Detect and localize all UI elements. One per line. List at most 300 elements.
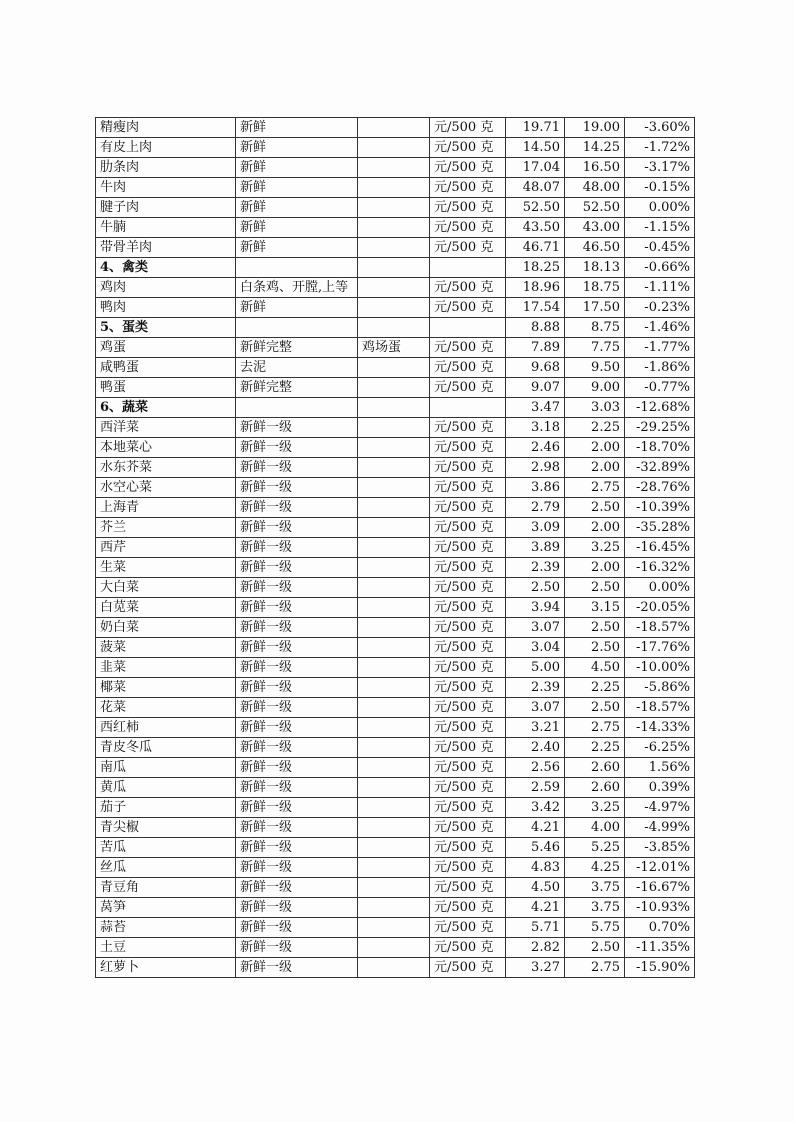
spec-cell: 新鲜一级 bbox=[236, 518, 358, 538]
previous-price-cell: 7.89 bbox=[506, 338, 565, 358]
change-percent-cell: -4.99% bbox=[625, 818, 695, 838]
change-percent-cell: -4.97% bbox=[625, 798, 695, 818]
table-row bbox=[96, 418, 695, 438]
current-price-cell: 2.50 bbox=[565, 938, 625, 958]
change-percent-cell: -16.67% bbox=[625, 878, 695, 898]
table-row bbox=[96, 638, 695, 658]
change-percent-cell: -18.57% bbox=[625, 698, 695, 718]
current-price-cell: 2.50 bbox=[565, 578, 625, 598]
previous-price-cell: 19.71 bbox=[506, 118, 565, 138]
note-cell bbox=[358, 598, 430, 618]
note-cell bbox=[358, 238, 430, 258]
table-row bbox=[96, 498, 695, 518]
category-name-cell: 5、蛋类 bbox=[96, 318, 236, 338]
note-cell bbox=[358, 638, 430, 658]
spec-cell: 新鲜一级 bbox=[236, 418, 358, 438]
change-percent-cell: -0.23% bbox=[625, 298, 695, 318]
note-cell bbox=[358, 158, 430, 178]
table-row bbox=[96, 918, 695, 938]
change-percent-cell: -1.86% bbox=[625, 358, 695, 378]
unit-cell: 元/500 克 bbox=[430, 578, 506, 598]
current-price-cell: 2.50 bbox=[565, 498, 625, 518]
category-name-cell: 6、蔬菜 bbox=[96, 398, 236, 418]
note-cell bbox=[358, 378, 430, 398]
item-name-cell: 莴笋 bbox=[96, 898, 236, 918]
table-row bbox=[96, 858, 695, 878]
note-cell bbox=[358, 698, 430, 718]
unit-cell bbox=[430, 318, 506, 338]
note-cell bbox=[358, 538, 430, 558]
change-percent-cell: -16.32% bbox=[625, 558, 695, 578]
item-name-cell: 茄子 bbox=[96, 798, 236, 818]
current-price-cell: 52.50 bbox=[565, 198, 625, 218]
spec-cell bbox=[236, 398, 358, 418]
unit-cell: 元/500 克 bbox=[430, 158, 506, 178]
item-name-cell: 黄瓜 bbox=[96, 778, 236, 798]
note-cell bbox=[358, 658, 430, 678]
note-cell bbox=[358, 418, 430, 438]
item-name-cell: 菠菜 bbox=[96, 638, 236, 658]
unit-cell: 元/500 克 bbox=[430, 638, 506, 658]
note-cell bbox=[358, 738, 430, 758]
change-percent-cell: -1.11% bbox=[625, 278, 695, 298]
spec-cell: 新鲜 bbox=[236, 158, 358, 178]
table-row bbox=[96, 958, 695, 978]
category-row bbox=[96, 318, 695, 338]
change-percent-cell: -3.17% bbox=[625, 158, 695, 178]
item-name-cell: 腱子肉 bbox=[96, 198, 236, 218]
table-row bbox=[96, 218, 695, 238]
table-row bbox=[96, 698, 695, 718]
previous-price-cell: 2.79 bbox=[506, 498, 565, 518]
current-price-cell: 3.25 bbox=[565, 798, 625, 818]
previous-price-cell: 3.47 bbox=[506, 398, 565, 418]
item-name-cell: 白苋菜 bbox=[96, 598, 236, 618]
table-row bbox=[96, 718, 695, 738]
unit-cell: 元/500 克 bbox=[430, 918, 506, 938]
table-row bbox=[96, 778, 695, 798]
unit-cell: 元/500 克 bbox=[430, 658, 506, 678]
change-percent-cell: -1.15% bbox=[625, 218, 695, 238]
note-cell bbox=[358, 318, 430, 338]
spec-cell bbox=[236, 258, 358, 278]
previous-price-cell: 3.04 bbox=[506, 638, 565, 658]
change-percent-cell: -18.70% bbox=[625, 438, 695, 458]
spec-cell: 新鲜一级 bbox=[236, 638, 358, 658]
spec-cell: 新鲜一级 bbox=[236, 838, 358, 858]
change-percent-cell: 0.70% bbox=[625, 918, 695, 938]
current-price-cell: 2.50 bbox=[565, 638, 625, 658]
note-cell bbox=[358, 458, 430, 478]
table-row bbox=[96, 558, 695, 578]
change-percent-cell: -6.25% bbox=[625, 738, 695, 758]
current-price-cell: 2.00 bbox=[565, 518, 625, 538]
previous-price-cell: 2.56 bbox=[506, 758, 565, 778]
unit-cell: 元/500 克 bbox=[430, 278, 506, 298]
unit-cell bbox=[430, 258, 506, 278]
current-price-cell: 2.60 bbox=[565, 758, 625, 778]
item-name-cell: 有皮上肉 bbox=[96, 138, 236, 158]
change-percent-cell: -10.00% bbox=[625, 658, 695, 678]
spec-cell: 新鲜 bbox=[236, 138, 358, 158]
table-row bbox=[96, 678, 695, 698]
current-price-cell: 2.75 bbox=[565, 478, 625, 498]
unit-cell: 元/500 克 bbox=[430, 898, 506, 918]
item-name-cell: 水东芥菜 bbox=[96, 458, 236, 478]
unit-cell: 元/500 克 bbox=[430, 618, 506, 638]
price-table bbox=[95, 117, 695, 978]
note-cell bbox=[358, 578, 430, 598]
item-name-cell: 咸鸭蛋 bbox=[96, 358, 236, 378]
spec-cell: 新鲜一级 bbox=[236, 738, 358, 758]
spec-cell: 新鲜一级 bbox=[236, 878, 358, 898]
change-percent-cell: 0.39% bbox=[625, 778, 695, 798]
item-name-cell: 西芹 bbox=[96, 538, 236, 558]
current-price-cell: 19.00 bbox=[565, 118, 625, 138]
change-percent-cell: -11.35% bbox=[625, 938, 695, 958]
change-percent-cell: -1.77% bbox=[625, 338, 695, 358]
previous-price-cell: 2.39 bbox=[506, 678, 565, 698]
note-cell bbox=[358, 618, 430, 638]
spec-cell: 新鲜一级 bbox=[236, 698, 358, 718]
table-row bbox=[96, 298, 695, 318]
previous-price-cell: 3.09 bbox=[506, 518, 565, 538]
table-row bbox=[96, 758, 695, 778]
previous-price-cell: 46.71 bbox=[506, 238, 565, 258]
unit-cell: 元/500 克 bbox=[430, 558, 506, 578]
current-price-cell: 46.50 bbox=[565, 238, 625, 258]
item-name-cell: 土豆 bbox=[96, 938, 236, 958]
previous-price-cell: 3.94 bbox=[506, 598, 565, 618]
unit-cell: 元/500 克 bbox=[430, 358, 506, 378]
table-row bbox=[96, 898, 695, 918]
change-percent-cell: -0.15% bbox=[625, 178, 695, 198]
previous-price-cell: 2.50 bbox=[506, 578, 565, 598]
item-name-cell: 花菜 bbox=[96, 698, 236, 718]
current-price-cell: 5.25 bbox=[565, 838, 625, 858]
table-row bbox=[96, 378, 695, 398]
current-price-cell: 9.50 bbox=[565, 358, 625, 378]
unit-cell: 元/500 克 bbox=[430, 858, 506, 878]
unit-cell: 元/500 克 bbox=[430, 958, 506, 978]
table-row bbox=[96, 338, 695, 358]
table-row bbox=[96, 478, 695, 498]
previous-price-cell: 17.04 bbox=[506, 158, 565, 178]
previous-price-cell: 14.50 bbox=[506, 138, 565, 158]
previous-price-cell: 9.68 bbox=[506, 358, 565, 378]
current-price-cell: 4.50 bbox=[565, 658, 625, 678]
previous-price-cell: 43.50 bbox=[506, 218, 565, 238]
previous-price-cell: 52.50 bbox=[506, 198, 565, 218]
note-cell bbox=[358, 718, 430, 738]
spec-cell: 新鲜 bbox=[236, 218, 358, 238]
previous-price-cell: 3.07 bbox=[506, 618, 565, 638]
item-name-cell: 上海青 bbox=[96, 498, 236, 518]
spec-cell: 去泥 bbox=[236, 358, 358, 378]
unit-cell: 元/500 克 bbox=[430, 738, 506, 758]
spec-cell: 新鲜一级 bbox=[236, 578, 358, 598]
table-row bbox=[96, 598, 695, 618]
item-name-cell: 大白菜 bbox=[96, 578, 236, 598]
note-cell bbox=[358, 358, 430, 378]
spec-cell: 白条鸡、开膛,上等 bbox=[236, 278, 358, 298]
current-price-cell: 18.13 bbox=[565, 258, 625, 278]
item-name-cell: 牛肉 bbox=[96, 178, 236, 198]
table-row bbox=[96, 538, 695, 558]
unit-cell: 元/500 克 bbox=[430, 478, 506, 498]
unit-cell: 元/500 克 bbox=[430, 178, 506, 198]
note-cell bbox=[358, 498, 430, 518]
previous-price-cell: 3.86 bbox=[506, 478, 565, 498]
previous-price-cell: 4.83 bbox=[506, 858, 565, 878]
change-percent-cell: -1.72% bbox=[625, 138, 695, 158]
change-percent-cell: -32.89% bbox=[625, 458, 695, 478]
current-price-cell: 2.75 bbox=[565, 718, 625, 738]
note-cell bbox=[358, 758, 430, 778]
change-percent-cell: -14.33% bbox=[625, 718, 695, 738]
current-price-cell: 3.03 bbox=[565, 398, 625, 418]
unit-cell: 元/500 克 bbox=[430, 538, 506, 558]
table-row bbox=[96, 198, 695, 218]
note-cell bbox=[358, 678, 430, 698]
unit-cell: 元/500 克 bbox=[430, 718, 506, 738]
table-row bbox=[96, 738, 695, 758]
spec-cell: 新鲜完整 bbox=[236, 338, 358, 358]
previous-price-cell: 2.40 bbox=[506, 738, 565, 758]
previous-price-cell: 5.00 bbox=[506, 658, 565, 678]
unit-cell: 元/500 克 bbox=[430, 758, 506, 778]
current-price-cell: 43.00 bbox=[565, 218, 625, 238]
note-cell bbox=[358, 178, 430, 198]
current-price-cell: 2.25 bbox=[565, 678, 625, 698]
item-name-cell: 鸭肉 bbox=[96, 298, 236, 318]
item-name-cell: 芥兰 bbox=[96, 518, 236, 538]
spec-cell: 新鲜一级 bbox=[236, 918, 358, 938]
spec-cell: 新鲜一级 bbox=[236, 678, 358, 698]
previous-price-cell: 2.98 bbox=[506, 458, 565, 478]
category-row bbox=[96, 398, 695, 418]
table-row bbox=[96, 618, 695, 638]
spec-cell: 新鲜一级 bbox=[236, 618, 358, 638]
unit-cell: 元/500 克 bbox=[430, 598, 506, 618]
item-name-cell: 蒜苔 bbox=[96, 918, 236, 938]
current-price-cell: 2.00 bbox=[565, 558, 625, 578]
spec-cell: 新鲜一级 bbox=[236, 558, 358, 578]
change-percent-cell: 1.56% bbox=[625, 758, 695, 778]
current-price-cell: 4.25 bbox=[565, 858, 625, 878]
item-name-cell: 精瘦肉 bbox=[96, 118, 236, 138]
note-cell bbox=[358, 518, 430, 538]
previous-price-cell: 18.96 bbox=[506, 278, 565, 298]
note-cell bbox=[358, 778, 430, 798]
previous-price-cell: 2.82 bbox=[506, 938, 565, 958]
unit-cell: 元/500 克 bbox=[430, 138, 506, 158]
item-name-cell: 西洋菜 bbox=[96, 418, 236, 438]
unit-cell: 元/500 克 bbox=[430, 798, 506, 818]
current-price-cell: 3.75 bbox=[565, 898, 625, 918]
note-cell bbox=[358, 818, 430, 838]
item-name-cell: 青尖椒 bbox=[96, 818, 236, 838]
current-price-cell: 2.50 bbox=[565, 618, 625, 638]
previous-price-cell: 9.07 bbox=[506, 378, 565, 398]
note-cell bbox=[358, 218, 430, 238]
change-percent-cell: -1.46% bbox=[625, 318, 695, 338]
item-name-cell: 肋条肉 bbox=[96, 158, 236, 178]
table-row bbox=[96, 118, 695, 138]
change-percent-cell: -18.57% bbox=[625, 618, 695, 638]
table-row bbox=[96, 358, 695, 378]
change-percent-cell: 0.00% bbox=[625, 578, 695, 598]
category-row bbox=[96, 258, 695, 278]
unit-cell: 元/500 克 bbox=[430, 298, 506, 318]
spec-cell: 新鲜完整 bbox=[236, 378, 358, 398]
unit-cell: 元/500 克 bbox=[430, 458, 506, 478]
note-cell bbox=[358, 858, 430, 878]
spec-cell: 新鲜一级 bbox=[236, 758, 358, 778]
note-cell bbox=[358, 878, 430, 898]
spec-cell bbox=[236, 318, 358, 338]
previous-price-cell: 4.21 bbox=[506, 898, 565, 918]
unit-cell: 元/500 克 bbox=[430, 938, 506, 958]
spec-cell: 新鲜 bbox=[236, 198, 358, 218]
current-price-cell: 4.00 bbox=[565, 818, 625, 838]
current-price-cell: 2.00 bbox=[565, 458, 625, 478]
unit-cell: 元/500 克 bbox=[430, 678, 506, 698]
spec-cell: 新鲜一级 bbox=[236, 438, 358, 458]
current-price-cell: 2.25 bbox=[565, 738, 625, 758]
table-row bbox=[96, 458, 695, 478]
note-cell bbox=[358, 798, 430, 818]
change-percent-cell: -0.66% bbox=[625, 258, 695, 278]
previous-price-cell: 2.59 bbox=[506, 778, 565, 798]
table-row bbox=[96, 438, 695, 458]
previous-price-cell: 5.71 bbox=[506, 918, 565, 938]
change-percent-cell: -0.45% bbox=[625, 238, 695, 258]
change-percent-cell: -29.25% bbox=[625, 418, 695, 438]
current-price-cell: 2.25 bbox=[565, 418, 625, 438]
previous-price-cell: 3.18 bbox=[506, 418, 565, 438]
unit-cell: 元/500 克 bbox=[430, 438, 506, 458]
unit-cell: 元/500 克 bbox=[430, 778, 506, 798]
current-price-cell: 48.00 bbox=[565, 178, 625, 198]
note-cell bbox=[358, 938, 430, 958]
change-percent-cell: -20.05% bbox=[625, 598, 695, 618]
current-price-cell: 5.75 bbox=[565, 918, 625, 938]
item-name-cell: 南瓜 bbox=[96, 758, 236, 778]
note-cell bbox=[358, 118, 430, 138]
unit-cell: 元/500 克 bbox=[430, 238, 506, 258]
spec-cell: 新鲜一级 bbox=[236, 898, 358, 918]
change-percent-cell: -16.45% bbox=[625, 538, 695, 558]
current-price-cell: 7.75 bbox=[565, 338, 625, 358]
spec-cell: 新鲜一级 bbox=[236, 958, 358, 978]
current-price-cell: 2.00 bbox=[565, 438, 625, 458]
item-name-cell: 红萝卜 bbox=[96, 958, 236, 978]
note-cell bbox=[358, 898, 430, 918]
current-price-cell: 3.15 bbox=[565, 598, 625, 618]
previous-price-cell: 3.42 bbox=[506, 798, 565, 818]
current-price-cell: 2.50 bbox=[565, 698, 625, 718]
table-row bbox=[96, 798, 695, 818]
table-row bbox=[96, 178, 695, 198]
spec-cell: 新鲜一级 bbox=[236, 938, 358, 958]
note-cell bbox=[358, 198, 430, 218]
current-price-cell: 16.50 bbox=[565, 158, 625, 178]
spec-cell: 新鲜一级 bbox=[236, 818, 358, 838]
previous-price-cell: 8.88 bbox=[506, 318, 565, 338]
note-cell bbox=[358, 838, 430, 858]
previous-price-cell: 17.54 bbox=[506, 298, 565, 318]
note-cell bbox=[358, 138, 430, 158]
table-row bbox=[96, 938, 695, 958]
spec-cell: 新鲜一级 bbox=[236, 498, 358, 518]
table-row bbox=[96, 658, 695, 678]
item-name-cell: 鸭蛋 bbox=[96, 378, 236, 398]
category-name-cell: 4、禽类 bbox=[96, 258, 236, 278]
note-cell bbox=[358, 438, 430, 458]
previous-price-cell: 2.39 bbox=[506, 558, 565, 578]
note-cell bbox=[358, 258, 430, 278]
current-price-cell: 18.75 bbox=[565, 278, 625, 298]
spec-cell: 新鲜一级 bbox=[236, 798, 358, 818]
unit-cell: 元/500 克 bbox=[430, 838, 506, 858]
item-name-cell: 生菜 bbox=[96, 558, 236, 578]
spec-cell: 新鲜一级 bbox=[236, 478, 358, 498]
change-percent-cell: -17.76% bbox=[625, 638, 695, 658]
unit-cell: 元/500 克 bbox=[430, 698, 506, 718]
note-cell bbox=[358, 558, 430, 578]
item-name-cell: 苦瓜 bbox=[96, 838, 236, 858]
change-percent-cell: -3.60% bbox=[625, 118, 695, 138]
change-percent-cell: -10.39% bbox=[625, 498, 695, 518]
item-name-cell: 奶白菜 bbox=[96, 618, 236, 638]
item-name-cell: 鸡蛋 bbox=[96, 338, 236, 358]
spec-cell: 新鲜一级 bbox=[236, 718, 358, 738]
spec-cell: 新鲜 bbox=[236, 118, 358, 138]
spec-cell: 新鲜 bbox=[236, 298, 358, 318]
previous-price-cell: 2.46 bbox=[506, 438, 565, 458]
item-name-cell: 青豆角 bbox=[96, 878, 236, 898]
unit-cell: 元/500 克 bbox=[430, 218, 506, 238]
change-percent-cell: -3.85% bbox=[625, 838, 695, 858]
previous-price-cell: 4.21 bbox=[506, 818, 565, 838]
price-table-body bbox=[96, 118, 695, 978]
change-percent-cell: -12.01% bbox=[625, 858, 695, 878]
unit-cell: 元/500 克 bbox=[430, 198, 506, 218]
current-price-cell: 17.50 bbox=[565, 298, 625, 318]
item-name-cell: 带骨羊肉 bbox=[96, 238, 236, 258]
current-price-cell: 2.60 bbox=[565, 778, 625, 798]
spec-cell: 新鲜一级 bbox=[236, 658, 358, 678]
note-cell bbox=[358, 958, 430, 978]
unit-cell: 元/500 克 bbox=[430, 818, 506, 838]
spec-cell: 新鲜一级 bbox=[236, 458, 358, 478]
note-cell bbox=[358, 478, 430, 498]
table-row bbox=[96, 158, 695, 178]
spec-cell: 新鲜一级 bbox=[236, 538, 358, 558]
unit-cell: 元/500 克 bbox=[430, 338, 506, 358]
table-row bbox=[96, 838, 695, 858]
item-name-cell: 韭菜 bbox=[96, 658, 236, 678]
item-name-cell: 水空心菜 bbox=[96, 478, 236, 498]
change-percent-cell: -15.90% bbox=[625, 958, 695, 978]
change-percent-cell: -12.68% bbox=[625, 398, 695, 418]
unit-cell: 元/500 克 bbox=[430, 378, 506, 398]
current-price-cell: 8.75 bbox=[565, 318, 625, 338]
spec-cell: 新鲜一级 bbox=[236, 598, 358, 618]
unit-cell: 元/500 克 bbox=[430, 878, 506, 898]
note-cell: 鸡场蛋 bbox=[358, 338, 430, 358]
